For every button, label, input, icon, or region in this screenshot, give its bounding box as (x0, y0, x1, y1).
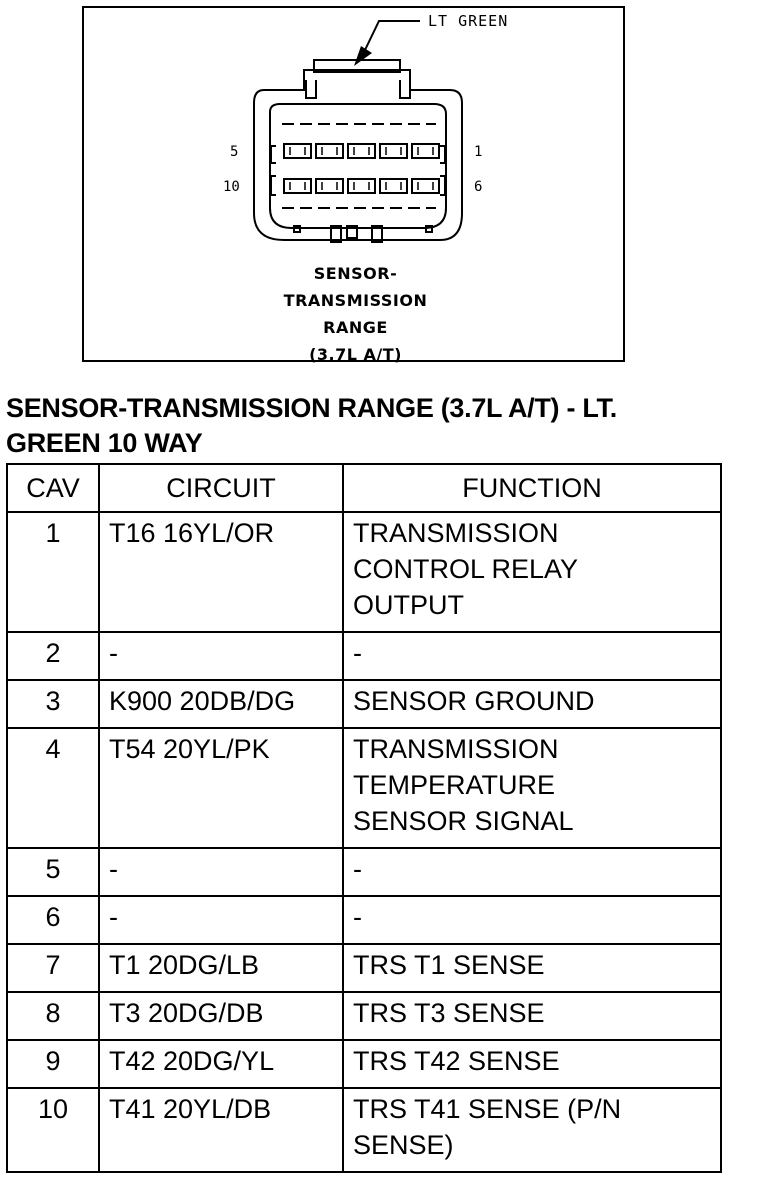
table-row (7, 1088, 721, 1172)
function-line: TRANSMISSION (353, 734, 559, 764)
cell-circuit: T3 20DG/DB (99, 992, 343, 1040)
function-line: TRANSMISSION (353, 518, 559, 548)
function-line: - (353, 902, 362, 932)
function-line: TRS T42 SENSE (353, 1046, 560, 1076)
cell-cav: 4 (7, 728, 99, 848)
cell-function (343, 632, 721, 680)
function-line: - (353, 854, 362, 884)
cavity-row-bottom (284, 179, 439, 193)
cell-function (343, 896, 721, 944)
cell-function (343, 728, 721, 848)
cell-function (343, 680, 721, 728)
cell-cav: 3 (7, 680, 99, 728)
connector-name (84, 260, 627, 368)
pinout-table (6, 463, 722, 1173)
cell-cav: 9 (7, 1040, 99, 1088)
cell-circuit: T41 20YL/DB (99, 1088, 343, 1172)
cell-cav: 10 (7, 1088, 99, 1172)
cell-cav: 8 (7, 992, 99, 1040)
table-row (7, 1040, 721, 1088)
function-line: SENSOR GROUND (353, 686, 595, 716)
table-row (7, 992, 721, 1040)
function-line: SENSOR SIGNAL (353, 806, 574, 836)
cell-cav: 5 (7, 848, 99, 896)
connector-title (6, 391, 746, 461)
pin-label-1: 1 (474, 144, 483, 160)
cell-function (343, 1040, 721, 1088)
table-row (7, 728, 721, 848)
cell-cav: 6 (7, 896, 99, 944)
table-row (7, 944, 721, 992)
cell-circuit: - (99, 632, 343, 680)
cell-function (343, 1088, 721, 1172)
table-row (7, 848, 721, 896)
cell-circuit: T54 20YL/PK (99, 728, 343, 848)
pin-label-10: 10 (223, 179, 240, 195)
header-function: FUNCTION (343, 464, 721, 512)
table-row (7, 512, 721, 632)
callout-arrow-head (354, 46, 372, 66)
cell-circuit: T16 16YL/OR (99, 512, 343, 632)
function-line: SENSE) (353, 1130, 454, 1160)
title-line-1: SENSOR-TRANSMISSION RANGE (3.7L A/T) - LT. (6, 393, 617, 423)
header-cav: CAV (7, 464, 99, 512)
connector-name-line: (3.7L A/T) (309, 345, 402, 364)
cell-cav: 1 (7, 512, 99, 632)
cell-circuit: T1 20DG/LB (99, 944, 343, 992)
table-row (7, 896, 721, 944)
cell-cav: 7 (7, 944, 99, 992)
function-line: CONTROL RELAY (353, 554, 579, 584)
connector-name-line: SENSOR- (313, 264, 398, 283)
cell-circuit: T42 20DG/YL (99, 1040, 343, 1088)
function-line: TEMPERATURE (353, 770, 556, 800)
connector-figure (82, 6, 625, 362)
cavity-row-top (284, 144, 439, 158)
table-header-row (7, 464, 721, 512)
function-line: TRS T1 SENSE (353, 950, 545, 980)
cell-function (343, 944, 721, 992)
function-line: TRS T3 SENSE (353, 998, 545, 1028)
table-row (7, 680, 721, 728)
table-row (7, 632, 721, 680)
connector-outer-shell (254, 70, 462, 240)
function-line: TRS T41 SENSE (P/N (353, 1094, 622, 1124)
cell-function (343, 992, 721, 1040)
header-circuit: CIRCUIT (99, 464, 343, 512)
callout-label: LT GREEN (428, 12, 509, 30)
table-body (7, 512, 721, 1172)
connector-inner-shell (270, 104, 446, 228)
cell-function (343, 848, 721, 896)
title-line-2: GREEN 10 WAY (6, 428, 203, 458)
cell-function (343, 512, 721, 632)
cell-circuit: - (99, 896, 343, 944)
cell-cav: 2 (7, 632, 99, 680)
cell-circuit: - (99, 848, 343, 896)
cell-circuit: K900 20DB/DG (99, 680, 343, 728)
callout-leader-line (365, 21, 420, 50)
pin-label-6: 6 (474, 179, 483, 195)
function-line: - (353, 638, 362, 668)
connector-name-line: TRANSMISSION (283, 291, 428, 310)
pin-label-5: 5 (230, 144, 239, 160)
connector-name-line: RANGE (323, 318, 388, 337)
function-line: OUTPUT (353, 590, 464, 620)
